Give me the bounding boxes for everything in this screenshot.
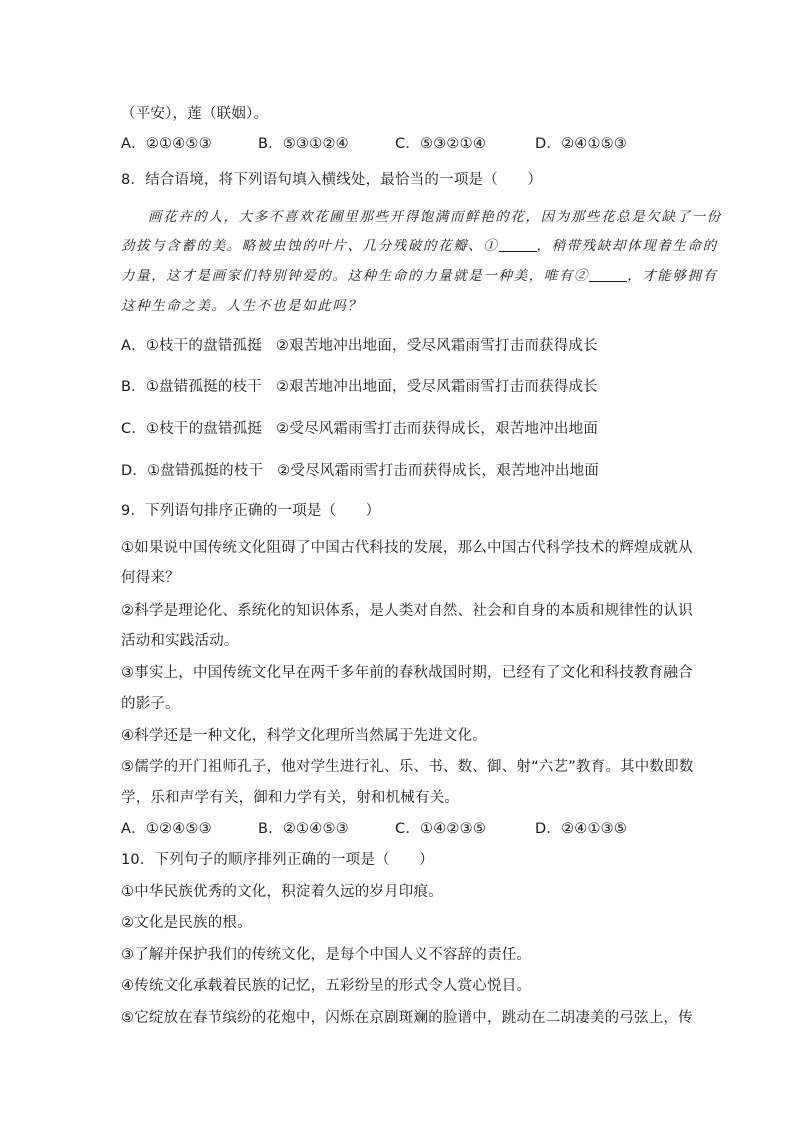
q9-sentence-1: ①如果说中国传统文化阻碍了中国古代科技的发展，那么中国古代科学技术的辉煌成就从 xyxy=(121,540,693,556)
q8-option-d xyxy=(121,461,599,481)
blank-1 xyxy=(499,237,537,252)
q8-option-a-part1: A．①枝干的盘错孤挺 xyxy=(121,338,262,354)
q8-option-a xyxy=(121,336,598,356)
q7-options xyxy=(121,134,627,154)
q9-option-c: C．①④②③⑤ xyxy=(395,821,487,837)
passage-text: ，才能够拥有 xyxy=(627,268,718,284)
q10-sentence-4: ④传统文化承载着民族的记忆，五彩纷呈的形式令人赏心悦目。 xyxy=(121,978,532,994)
q8-option-c-part2: ②受尽风霜雨雪打击而获得成长，艰苦地冲出地面 xyxy=(276,421,599,437)
q8-passage-line-1: 画花卉的人，大多不喜欢花圃里那些开得饱满而鲜艳的花，因为那些花总是欠缺了一份 xyxy=(148,209,722,225)
q8-stem: 8．结合语境，将下列语句填入横线处，最恰当的一项是（ ） xyxy=(121,172,543,188)
q9-sentence-1-cont: 何得来？ xyxy=(121,570,180,586)
q8-passage-line-2 xyxy=(121,236,718,256)
q9-sentence-4: ④科学还是一种文化，科学文化理所当然属于先进文化。 xyxy=(121,728,487,744)
blank-2 xyxy=(589,267,627,282)
q9-sentence-3-cont: 的影子。 xyxy=(121,696,180,712)
passage-text: 力量，这才是画家们特别钟爱的。这种生命的力量就是一种美，唯有② xyxy=(121,268,590,284)
q7-option-b: B．⑤③①②④ xyxy=(258,136,349,152)
q9-sentence-3: ③事实上，中国传统文化早在两千多年前的春秋战国时期，已经有了文化和科技教育融合 xyxy=(121,665,693,681)
q9-option-d: D．②④①③⑤ xyxy=(535,821,628,837)
q7-option-c: C．⑤③②①④ xyxy=(395,136,487,152)
q8-option-d-part1: D．①盘错孤挺的枝干 xyxy=(121,463,264,479)
q8-passage-line-4: 这种生命之美。人生不也是如此吗？ xyxy=(121,298,363,314)
q10-sentence-1: ①中华民族优秀的文化，积淀着久远的岁月印痕。 xyxy=(121,884,443,900)
q8-option-b-part1: B．①盘错孤挺的枝干 xyxy=(121,379,262,395)
q10-sentence-5: ⑤它绽放在春节缤纷的花炮中，闪烁在京剧斑斓的脸谱中，跳动在二胡凄美的弓弦上，传 xyxy=(121,1010,693,1026)
q9-options xyxy=(121,819,627,839)
q9-option-a: A．①②④⑤③ xyxy=(121,821,212,837)
q7-option-a: A．②①④⑤③ xyxy=(121,136,212,152)
q8-option-c xyxy=(121,419,598,439)
q8-option-c-part1: C．①枝干的盘错孤挺 xyxy=(121,421,263,437)
q8-option-b xyxy=(121,377,598,397)
q7-text-tail: （平安），莲（联姻）。 xyxy=(121,106,269,122)
q9-sentence-2-cont: 活动和实践活动。 xyxy=(121,633,239,649)
q8-option-b-part2: ②艰苦地冲出地面，受尽风霜雨雪打击而获得成长 xyxy=(275,379,598,395)
q7-option-d: D．②④①⑤③ xyxy=(535,136,628,152)
q8-option-d-part2: ②受尽风霜雨雪打击而获得成长，艰苦地冲出地面 xyxy=(277,463,600,479)
q9-sentence-5-cont: 学，乐和声学有关，御和力学有关，射和机械有关。 xyxy=(121,790,460,806)
passage-text: ，稍带残缺却体现着生命的 xyxy=(536,238,718,254)
q9-option-b: B．②①④⑤③ xyxy=(258,821,349,837)
q8-passage-line-3 xyxy=(121,266,718,286)
q10-stem: 10．下列句子的顺序排列正确的一项是（ ） xyxy=(121,852,434,868)
q10-sentence-3: ③了解并保护我们的传统文化，是每个中国人义不容辞的责任。 xyxy=(121,947,532,963)
q9-sentence-2: ②科学是理论化、系统化的知识体系，是人类对自然、社会和自身的本质和规律性的认识 xyxy=(121,603,693,619)
q10-sentence-2: ②文化是民族的根。 xyxy=(121,915,252,931)
q9-stem: 9．下列语句排序正确的一项是（ ） xyxy=(121,503,381,519)
passage-text: 劲拔与含蓄的美。略被虫蚀的叶片、几分残破的花瓣、① xyxy=(121,238,499,254)
q9-sentence-5: ⑤儒学的开门祖师孔子，他对学生进行礼、乐、书、数、御、射“六艺”教育。其中数即数 xyxy=(121,759,694,775)
q8-option-a-part2: ②艰苦地冲出地面，受尽风霜雨雪打击而获得成长 xyxy=(275,338,598,354)
